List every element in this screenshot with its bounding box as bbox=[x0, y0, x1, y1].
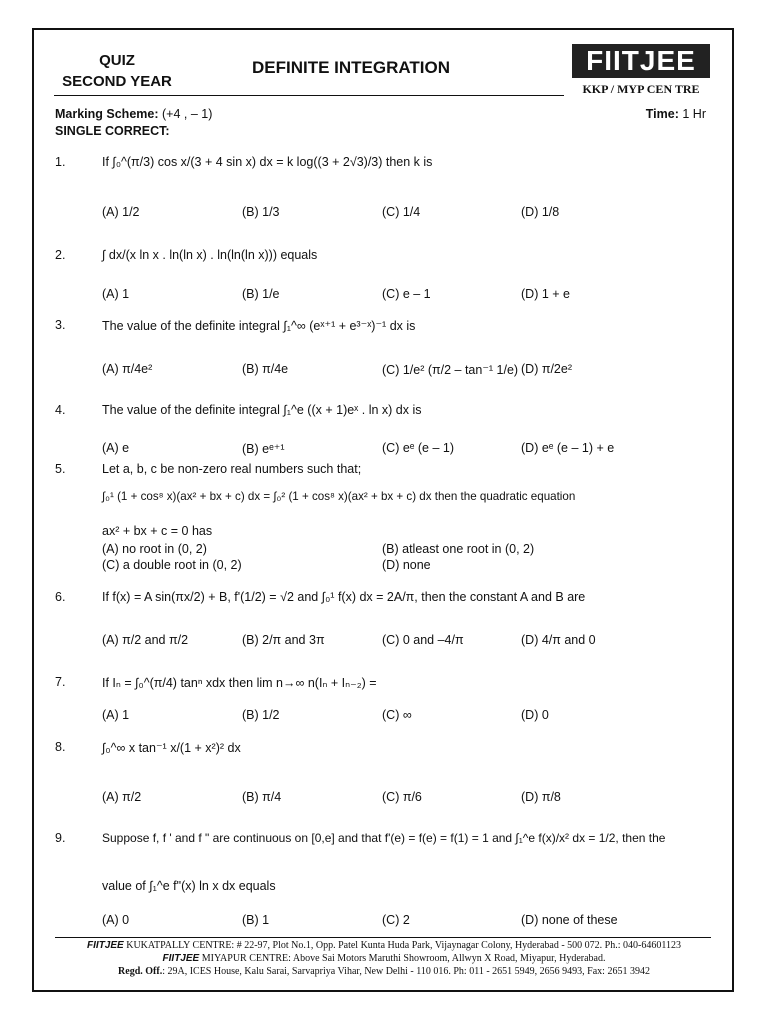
time-limit: Time: 1 Hr bbox=[645, 107, 706, 121]
option-a[interactable]: (A) π/4e² bbox=[102, 362, 153, 376]
footer-logo: FIITJEE bbox=[162, 953, 200, 964]
option-c[interactable]: (C) π/6 bbox=[382, 790, 422, 804]
option-d[interactable]: (D) 4/π and 0 bbox=[521, 633, 596, 647]
option-b[interactable]: (B) 1 bbox=[242, 913, 270, 927]
option-c[interactable]: (C) e – 1 bbox=[382, 287, 431, 301]
question-text: If Iₙ = ∫₀^(π/4) tanⁿ xdx then lim n→∞ n(Iₙ + Iₙ₋₂) = bbox=[102, 676, 377, 690]
option-d[interactable]: (D) 0 bbox=[521, 708, 549, 722]
option-d[interactable]: (D) π/2e² bbox=[521, 362, 572, 376]
footer-line-3: Regd. Off.: 29A, ICES House, Kalu Sarai, Sarvapriya Vihar, New Delhi - 110 016. Ph: 011 - 2651 5949, 2656 9493, Fax: 2651 3942 bbox=[118, 966, 650, 977]
option-d[interactable]: (D) 1/8 bbox=[521, 205, 560, 219]
option-b[interactable]: (B) π/4e bbox=[242, 362, 289, 376]
section-heading: SINGLE CORRECT: bbox=[55, 124, 170, 138]
option-a[interactable]: (A) 1 bbox=[102, 287, 130, 301]
option-c[interactable]: (C) eᵉ (e – 1) bbox=[382, 441, 455, 455]
fiitjee-logo: FIITJEE bbox=[572, 44, 710, 78]
centre-label: KKP / MYP CEN TRE bbox=[582, 82, 700, 96]
option-c[interactable]: (C) 0 and –4/π bbox=[382, 633, 464, 647]
footer-line-1: FIITJEE KUKATPALLY CENTRE: # 22-97, Plot No.1, Opp. Patel Kunta Huda Park, Vijaynagar Colony, Hyderabad - 500 072. Ph.: 040-64601123 bbox=[87, 940, 681, 951]
question-text: ∫ dx/(x ln x . ln(ln x) . ln(ln(ln x))) equals bbox=[102, 248, 318, 262]
question-text: ∫₀^∞ x tan⁻¹ x/(1 + x²)² dx bbox=[102, 741, 241, 755]
option-d[interactable]: (D) 1 + e bbox=[521, 287, 570, 301]
footer-divider bbox=[55, 937, 711, 938]
option-b[interactable]: (B) eᵉ⁺¹ bbox=[242, 442, 285, 456]
page-title: DEFINITE INTEGRATION bbox=[252, 58, 451, 77]
option-b[interactable]: (B) 1/2 bbox=[242, 708, 280, 722]
question-text-line-2: ∫₀¹ (1 + cos⁸ x)(ax² + bx + c) dx = ∫₀² (1 + cos⁸ x)(ax² + bx + c) dx then the quadratic equation bbox=[102, 490, 576, 503]
question-text: The value of the definite integral ∫₁^e ((x + 1)eˣ . ln x) dx is bbox=[102, 403, 422, 417]
option-c[interactable]: (C) 1/4 bbox=[382, 205, 421, 219]
quiz-label: QUIZ SECOND YEAR bbox=[62, 52, 172, 90]
question-text: Suppose f, f ' and f " are continuous on [0,e] and that f'(e) = f(e) = f(1) = 1 and ∫₁^e f(x)/x² dx = 1/2, then the bbox=[102, 831, 666, 845]
footer-logo: FIITJEE bbox=[87, 940, 124, 951]
marking-scheme: Marking Scheme: (+4 , – 1) bbox=[55, 107, 213, 121]
option-a[interactable]: (A) π/2 and π/2 bbox=[102, 633, 189, 647]
question-text: If ∫₀^(π/3) cos x/(3 + 4 sin x) dx = k log((3 + 2√3)/3) then k is bbox=[102, 155, 433, 169]
option-b[interactable]: (B) 1/3 bbox=[242, 205, 280, 219]
option-d[interactable]: (D) none bbox=[382, 558, 431, 572]
question-text: Let a, b, c be non-zero real numbers such that; bbox=[102, 462, 362, 476]
option-d[interactable]: (D) none of these bbox=[521, 913, 618, 927]
option-a[interactable]: (A) no root in (0, 2) bbox=[102, 542, 207, 556]
page-border bbox=[32, 28, 734, 992]
option-a[interactable]: (A) e bbox=[102, 441, 130, 455]
option-c[interactable]: (C) ∞ bbox=[382, 708, 412, 722]
option-a[interactable]: (A) 1 bbox=[102, 708, 130, 722]
option-b[interactable]: (B) π/4 bbox=[242, 790, 282, 804]
option-b[interactable]: (B) atleast one root in (0, 2) bbox=[382, 542, 535, 556]
option-d[interactable]: (D) eᵉ (e – 1) + e bbox=[521, 441, 615, 455]
option-d[interactable]: (D) π/8 bbox=[521, 790, 561, 804]
option-a[interactable]: (A) π/2 bbox=[102, 790, 142, 804]
question-text-line-3: ax² + bx + c = 0 has bbox=[102, 524, 213, 538]
option-c[interactable]: (C) a double root in (0, 2) bbox=[102, 558, 242, 572]
question-text: The value of the definite integral ∫₁^∞ (eˣ⁺¹ + e³⁻ˣ)⁻¹ dx is bbox=[102, 319, 416, 333]
option-b[interactable]: (B) 2/π and 3π bbox=[242, 633, 325, 647]
footer-line-2: FIITJEE MIYAPUR CENTRE: Above Sai Motors Maruthi Showroom, Allwyn X Road, Miyapur, Hyderabad. bbox=[162, 953, 606, 964]
option-c[interactable]: (C) 1/e² (π/2 – tan⁻¹ 1/e) bbox=[382, 363, 519, 377]
option-a[interactable]: (A) 0 bbox=[102, 913, 130, 927]
option-a[interactable]: (A) 1/2 bbox=[102, 205, 140, 219]
question-text-line-2: value of ∫₁^e f"(x) ln x dx equals bbox=[102, 879, 276, 893]
question-text: If f(x) = A sin(πx/2) + B, f'(1/2) = √2 and ∫₀¹ f(x) dx = 2A/π, then the constant A and B are bbox=[102, 590, 586, 604]
option-c[interactable]: (C) 2 bbox=[382, 913, 410, 927]
header-divider bbox=[54, 95, 564, 96]
option-b[interactable]: (B) 1/e bbox=[242, 287, 280, 301]
